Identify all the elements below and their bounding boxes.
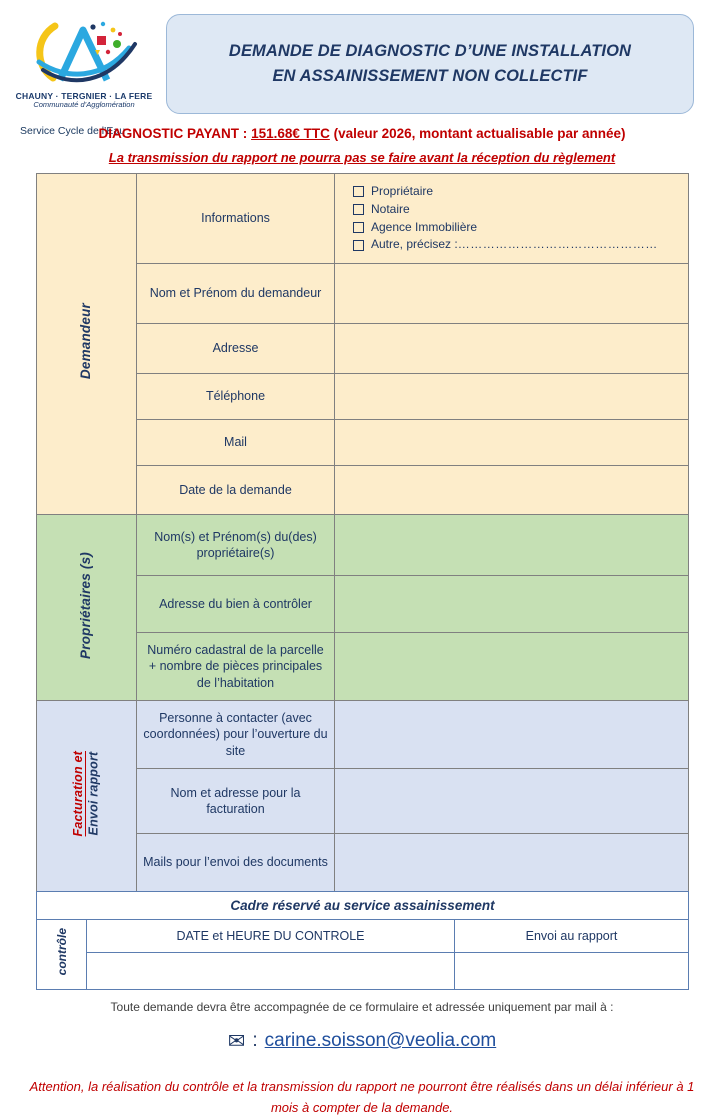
transmission-notice: La transmission du rapport ne pourra pas se faire avant la réception du règlement [108,150,616,165]
checkbox-option-autre[interactable] [353,236,672,254]
table-row [37,953,689,990]
field-label-telephone: Téléphone [137,374,335,420]
document-footer [0,1000,724,1119]
logo-org-sub: Communauté d’Agglomération [33,100,135,109]
title-banner [166,14,694,114]
section-side-facturation [37,701,137,892]
price-prefix: DIAGNOSTIC PAYANT : [98,126,252,141]
checkbox-label: Agence Immobilière [371,219,478,234]
page-title-line1: DEMANDE DE DIAGNOSTIC D’UNE INSTALLATION [228,42,632,61]
checkbox-icon[interactable] [353,240,364,251]
field-value-adresse-bien[interactable] [335,576,689,633]
field-value-personne-a-contacter[interactable] [335,701,689,769]
field-value-mail[interactable] [335,420,689,466]
section-side-controle [37,920,87,990]
field-value-adresse[interactable] [335,324,689,374]
section-side-label-navy: Envoi rapport [86,751,101,836]
contact-email-link[interactable]: carine.soisson@veolia.com [264,1030,497,1051]
reserved-service-table [36,891,689,990]
field-label-mail: Mail [137,420,335,466]
field-value-telephone[interactable] [335,374,689,420]
diagnostic-price-notice [0,126,724,141]
field-label-date-demande: Date de la demande [137,466,335,515]
field-value-date-heure-controle[interactable] [87,953,455,990]
field-label-nom-adresse-facturation: Nom et adresse pour la facturation [137,769,335,834]
field-label-informations: Informations [137,174,335,264]
notice-block [0,126,724,165]
form-table-wrapper [36,173,688,990]
section-side-label: Propriétaires (s) [78,551,94,659]
checkbox-icon[interactable] [353,204,364,215]
field-value-envoi-au-rapport[interactable] [455,953,689,990]
checkbox-icon[interactable] [353,222,364,233]
checkbox-option-proprietaire[interactable] [353,183,672,201]
field-label-noms-prenoms-proprietaires: Nom(s) et Prénom(s) du(des) propriétaire(s) [137,515,335,576]
reserved-section-title: Cadre réservé au service assainissement [37,892,689,920]
logo-block [15,14,153,137]
field-label-nom-prenom-demandeur: Nom et Prénom du demandeur [137,264,335,324]
field-label-adresse-bien: Adresse du bien à contrôler [137,576,335,633]
field-value-mails-envoi-documents[interactable] [335,834,689,892]
field-label-personne-a-contacter: Personne à contacter (avec coordonnées) pour l’ouverture du site [137,701,335,769]
contact-email-row[interactable] [0,1030,724,1052]
page-title-line2: EN ASSAINISSEMENT NON COLLECTIF [272,67,588,85]
price-amount: 151.68€ TTC [251,126,330,141]
checkbox-option-notaire[interactable] [353,201,672,219]
table-row [37,920,689,953]
checkbox-label: Notaire [371,201,410,216]
section-side-proprietaires [37,515,137,701]
section-side-label-red: Facturation et [70,750,85,837]
table-row [37,515,689,576]
agglomeration-logo-icon [25,18,143,90]
field-value-nom-adresse-facturation[interactable] [335,769,689,834]
footer-warning: Attention, la réalisation du contrôle et la transmission du rapport ne pourront être réalisés dans un délai inférieur à 1 mois à compter de la demande. [29,1079,695,1116]
field-label-adresse: Adresse [137,324,335,374]
table-row [37,174,689,264]
checkbox-icon[interactable] [353,186,364,197]
table-row [37,701,689,769]
checkbox-label: Autre, précisez : [371,237,458,252]
logo-service-label: Service Cycle de l’Eau [20,125,126,137]
field-value-date-demande[interactable] [335,466,689,515]
footer-instruction: Toute demande devra être accompagnée de ce formulaire et adressée uniquement par mail à : [110,1000,614,1014]
informations-checkbox-list [343,178,680,259]
table-row [37,892,689,920]
section-side-label [71,751,102,836]
column-header-date-heure-controle: DATE et HEURE DU CONTROLE [87,920,455,953]
price-suffix: (valeur 2026, montant actualisable par année) [329,126,626,141]
section-side-demandeur [37,174,137,515]
logo-org-name: CHAUNY · TERGNIER · LA FERE [15,91,153,101]
request-form-table [36,173,689,892]
field-value-nom-prenom-demandeur[interactable] [335,264,689,324]
field-label-numero-cadastral: Numéro cadastral de la parcelle + nombre de pièces principales de l’habitation [137,633,335,701]
autre-dotted-line[interactable]: ………………………………………… [457,237,658,252]
column-header-envoi-au-rapport: Envoi au rapport [455,920,689,953]
field-value-noms-prenoms-proprietaires[interactable] [335,515,689,576]
checkbox-option-agence-immobiliere[interactable] [353,219,672,237]
email-separator: : [252,1030,258,1051]
section-side-label: contrôle [54,928,69,976]
section-side-label: Demandeur [78,303,94,380]
checkbox-label: Propriétaire [371,184,434,198]
field-value-informations [335,174,689,264]
field-value-numero-cadastral[interactable] [335,633,689,701]
field-label-mails-envoi-documents: Mails pour l’envoi des documents [137,834,335,892]
envelope-icon: ✉ [227,1029,246,1053]
